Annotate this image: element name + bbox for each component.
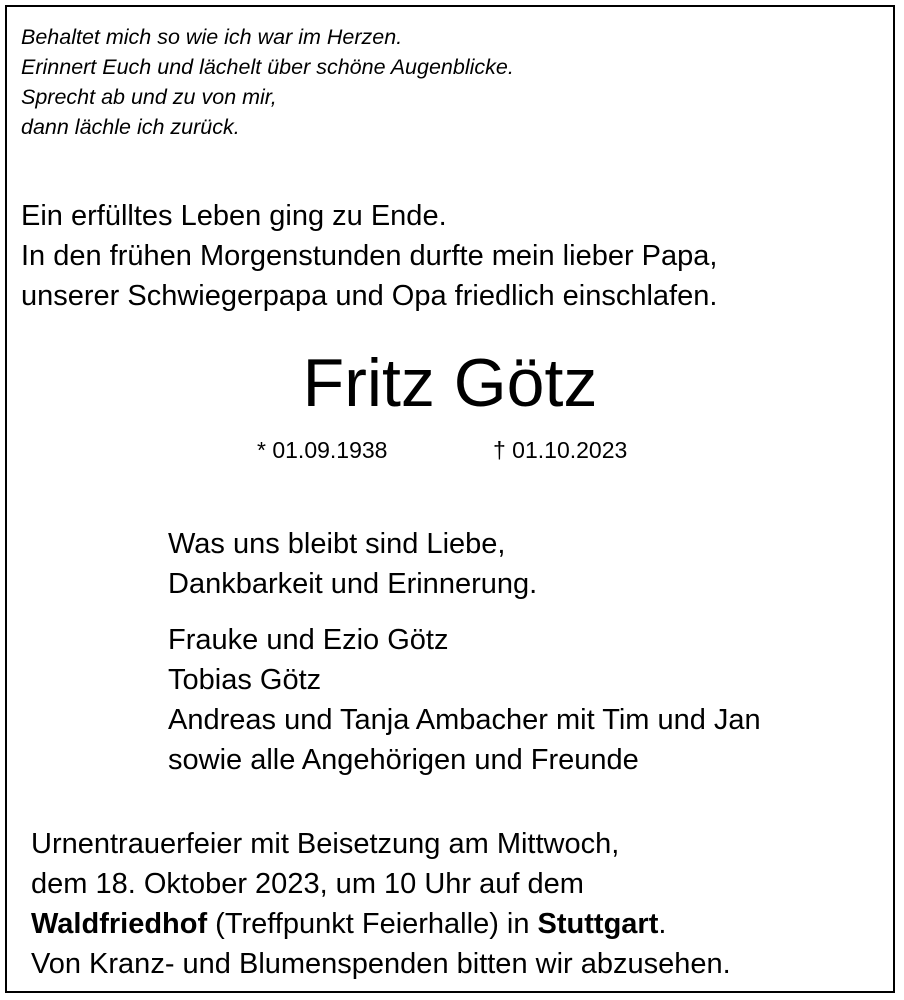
death-date: † 01.10.2023 <box>493 437 628 463</box>
announcement-line: In den frühen Morgenstunden durfte mein lieber Papa, <box>21 240 718 272</box>
service-location-line <box>31 904 731 944</box>
location-detail: (Treffpunkt Feierhalle) in <box>207 908 538 940</box>
birth-date: * 01.09.1938 <box>257 437 388 463</box>
mourners-list <box>168 620 761 780</box>
mourner-entry: Andreas und Tanja Ambacher mit Tim und Jan <box>168 704 761 736</box>
obituary-notice <box>5 5 895 993</box>
verse-line: dann lächle ich zurück. <box>21 115 240 139</box>
cemetery-name: Waldfriedhof <box>31 908 208 940</box>
city-name: Stuttgart <box>537 908 659 940</box>
verse-line: Sprecht ab und zu von mir, <box>21 85 277 109</box>
service-line: Urnentrauerfeier mit Beisetzung am Mittwoch, <box>31 828 620 860</box>
deceased-name: Fritz Götz <box>302 345 598 421</box>
city-suffix: . <box>658 908 667 940</box>
announcement-text <box>21 196 717 316</box>
service-line: dem 18. Oktober 2023, um 10 Uhr auf dem <box>31 868 584 900</box>
mourner-entry: Tobias Götz <box>168 664 322 696</box>
mourner-entry: sowie alle Angehörigen und Freunde <box>168 744 639 776</box>
announcement-line: unserer Schwiegerpapa und Opa friedlich einschlafen. <box>21 280 718 312</box>
verse-line: Behaltet mich so wie ich war im Herzen. <box>21 25 403 49</box>
mourner-entry: Frauke und Ezio Götz <box>168 624 449 656</box>
remembrance-quote <box>168 524 537 604</box>
memorial-verse <box>21 22 514 142</box>
verse-line: Erinnert Euch und lächelt über schöne Augenblicke. <box>21 55 514 79</box>
quote-line: Dankbarkeit und Erinnerung. <box>168 568 538 600</box>
funeral-service-info <box>31 824 731 984</box>
service-line: Von Kranz- und Blumenspenden bitten wir abzusehen. <box>31 948 731 980</box>
announcement-line: Ein erfülltes Leben ging zu Ende. <box>21 200 447 232</box>
quote-line: Was uns bleibt sind Liebe, <box>168 528 506 560</box>
